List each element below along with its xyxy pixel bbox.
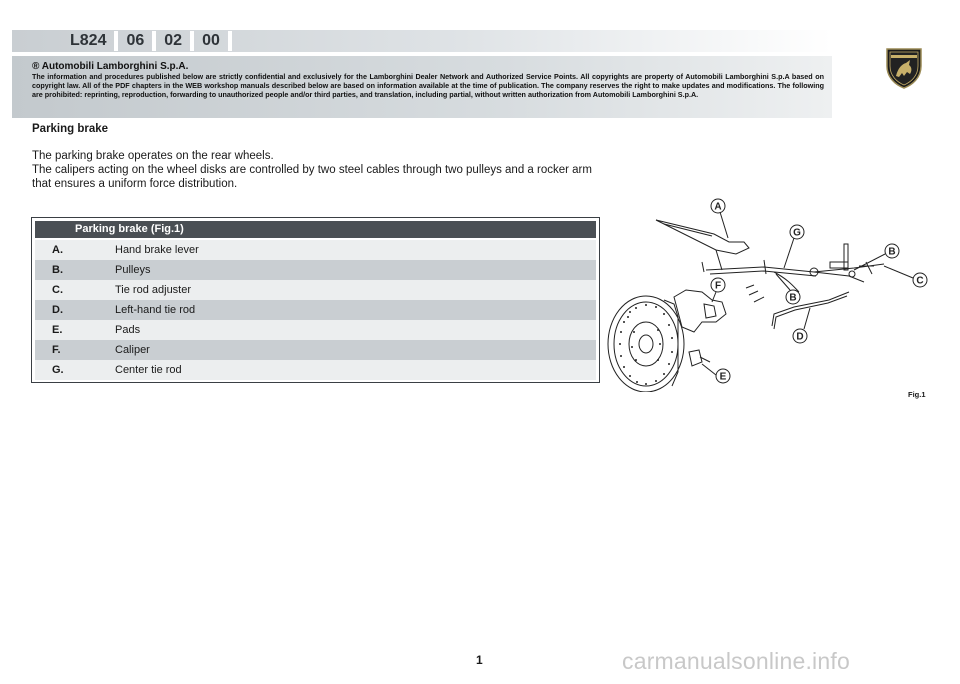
callout-g-label: G: [793, 227, 801, 239]
lamborghini-shield-logo: [884, 46, 924, 90]
callout-e: [716, 369, 730, 383]
legend-key: A.: [52, 244, 63, 256]
legend-key: B.: [52, 264, 63, 276]
code-group: 06: [118, 31, 156, 51]
legend-row: [35, 360, 596, 380]
callout-b-upper: [885, 244, 899, 258]
legend-label: Left-hand tie rod: [115, 304, 196, 316]
callout-d-label: D: [796, 331, 804, 343]
legend-row: [35, 300, 596, 320]
legend-label: Hand brake lever: [115, 244, 199, 256]
intro-paragraph-1: The parking brake operates on the rear wheels.: [32, 150, 274, 162]
code-subgroup: 02: [156, 31, 194, 51]
callout-b-lower: [786, 290, 800, 304]
legend-row: [35, 320, 596, 340]
legend-label: Pulleys: [115, 264, 151, 276]
legend-row: [35, 280, 596, 300]
page-number: 1: [476, 653, 483, 667]
legend-row: [35, 260, 596, 280]
document-code: [70, 31, 232, 51]
callout-c-label: C: [916, 275, 924, 287]
figure-caption: Fig.1: [908, 390, 926, 399]
legend-key: D.: [52, 304, 63, 316]
callout-a-label: A: [714, 201, 722, 213]
legend-row: [35, 240, 596, 260]
callout-f-label: F: [714, 280, 722, 292]
notice-title: ® Automobili Lamborghini S.p.A.: [32, 61, 189, 72]
parking-brake-diagram: [604, 192, 944, 392]
legend-label: Pads: [115, 324, 141, 336]
callout-b-lower-label: B: [789, 292, 797, 304]
pads-drawing: [689, 350, 702, 366]
legend-title: Parking brake (Fig.1): [75, 223, 184, 235]
section-heading: Parking brake: [32, 123, 109, 135]
watermark: carmanualsonline.info: [622, 648, 850, 674]
legend-table-header: [35, 221, 596, 238]
legend-label: Tie rod adjuster: [115, 284, 192, 296]
caliper-drawing: [674, 290, 726, 332]
callout-d: [793, 329, 807, 343]
legend-key: E.: [52, 324, 63, 336]
legend-row: [35, 340, 596, 360]
legend-label: Caliper: [115, 344, 150, 356]
legend-table: [31, 217, 600, 383]
callout-f: [711, 278, 725, 292]
code-model: L824: [70, 31, 118, 51]
legend-key: C.: [52, 284, 63, 296]
callout-b-upper-label: B: [888, 246, 896, 258]
notice-body: The information and procedures published below are strictly confidential and exclusively for the Lamborghini Dealer Network and Authorized Service Points. All copyrights are property of Automobili Lamborghini S.p.A based on copyright law. All of the PDF chapters in the WEB workshop manuals described below are based on information available at the time of publication. The company reserves the right to make updates and modifications. The following are prohibited: reprinting, reproduction, forwarding to unauthorized people and/or third parties, and translation, including partial, without written authorization from Automobili Lamborghini S.p.A.: [32, 72, 824, 100]
legend-label: Center tie rod: [115, 364, 182, 376]
legend-key: F.: [52, 344, 61, 356]
legend-key: G.: [52, 364, 64, 376]
code-revision: 00: [194, 31, 232, 51]
callout-c: [913, 273, 927, 287]
callout-a: [711, 199, 725, 213]
callout-g: [790, 225, 804, 239]
intro-paragraph-2: The calipers acting on the wheel disks are controlled by two steel cables through two pulleys and a rocker arm that ensures a uniform force distribution.: [32, 164, 592, 190]
callout-e-label: E: [719, 371, 727, 383]
